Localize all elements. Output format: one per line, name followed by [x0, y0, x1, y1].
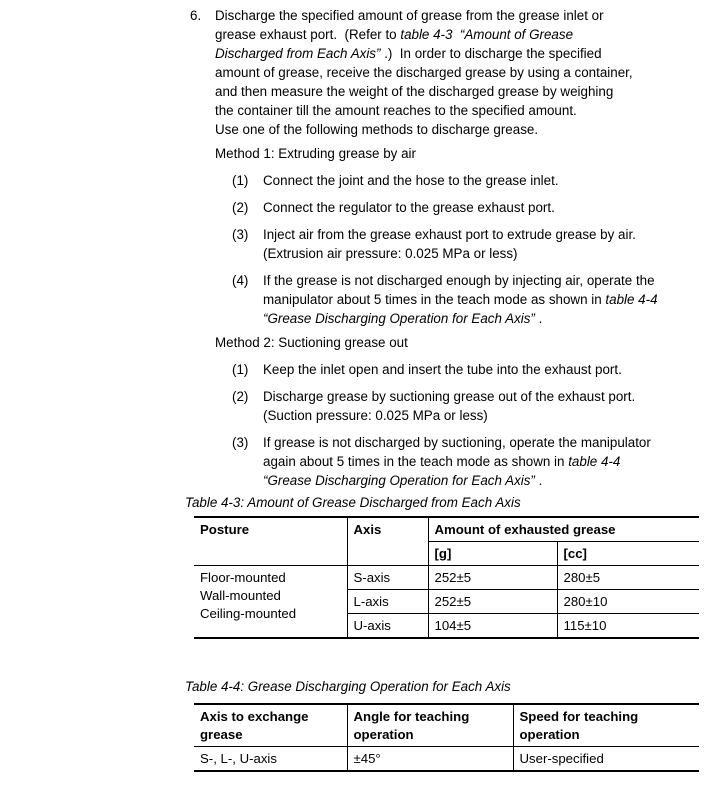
table-row	[194, 517, 699, 542]
text-line: Connect the regulator to the grease exhaust port.	[263, 200, 555, 215]
t43-cell-cc: 115±10	[557, 614, 699, 639]
t43-header-g: [g]	[428, 542, 557, 566]
t44-cell-axis: S-, L-, U-axis	[194, 747, 347, 772]
step-number: (4)	[232, 273, 249, 288]
t44-header-axis: Axis to exchange grease	[194, 704, 347, 747]
t43-cell-axis: L-axis	[347, 590, 428, 614]
step-text	[263, 171, 705, 190]
method2-step-1	[232, 360, 705, 379]
numbered-item-6	[190, 6, 727, 490]
table-4-4-caption: Table 4-4: Grease Discharging Operation for Each Axis	[185, 679, 511, 694]
t44-cell-speed: User-specified	[513, 747, 699, 772]
text-line: Discharge grease by suctioning grease out of the exhaust port.	[263, 389, 636, 404]
posture-line: Wall-mounted	[200, 588, 281, 603]
method1-step-3	[232, 225, 705, 263]
text-line: Discharge the specified amount of grease from the grease inlet or	[215, 8, 604, 23]
text-line: Keep the inlet open and insert the tube into the exhaust port.	[263, 362, 622, 377]
t43-cell-g: 252±5	[428, 590, 557, 614]
text-line: Inject air from the grease exhaust port to extrude grease by air.	[263, 227, 636, 242]
text-line: grease exhaust port. (Refer to table 4-3 “Amount of Grease	[215, 27, 574, 42]
t43-cell-cc: 280±5	[557, 566, 699, 590]
step-text	[263, 198, 705, 217]
text-line: (Suction pressure: 0.025 MPa or less)	[263, 408, 488, 423]
step-number: (2)	[232, 389, 249, 404]
intro-paragraph	[215, 6, 705, 139]
table-row	[194, 566, 699, 590]
t44-cell-angle: ±45°	[347, 747, 513, 772]
table-4-3-caption: Table 4-3: Amount of Grease Discharged from Each Axis	[185, 495, 521, 510]
t43-cell-axis: U-axis	[347, 614, 428, 639]
text-line: the container till the amount reaches to the specified amount.	[215, 103, 577, 118]
text-line: Use one of the following methods to discharge grease.	[215, 122, 539, 137]
text-line: If the grease is not discharged enough by injecting air, operate the	[263, 273, 655, 288]
text-line: Connect the joint and the hose to the grease inlet.	[263, 173, 559, 188]
text-line: If grease is not discharged by suctioning, operate the manipulator	[263, 435, 651, 450]
t43-cell-axis: S-axis	[347, 566, 428, 590]
step-text	[263, 271, 705, 328]
posture-line: Ceiling-mounted	[200, 606, 297, 621]
t43-header-amount: Amount of exhausted grease	[428, 517, 699, 542]
t43-header-cc: [cc]	[557, 542, 699, 566]
t43-posture-cell	[194, 566, 347, 639]
step-text	[263, 360, 705, 379]
table-row	[194, 704, 699, 747]
table-4-4	[194, 703, 699, 772]
t43-cell-cc: 280±10	[557, 590, 699, 614]
method1-step-1	[232, 171, 705, 190]
item-number: 6.	[190, 8, 202, 23]
step-text	[263, 433, 705, 490]
step-text	[263, 225, 705, 263]
text-line: amount of grease, receive the discharged grease by using a container,	[215, 65, 633, 80]
text-line: Discharged from Each Axis” .) In order to discharge the specified	[215, 46, 602, 61]
text-line: and then measure the weight of the discharged grease by weighing	[215, 84, 614, 99]
method-1-heading: Method 1: Extruding grease by air	[215, 146, 416, 161]
text-line: “Grease Discharging Operation for Each Axis” .	[263, 473, 543, 488]
method1-step-2	[232, 198, 705, 217]
text-line: “Grease Discharging Operation for Each Axis” .	[263, 311, 543, 326]
t43-header-axis: Axis	[347, 517, 428, 566]
item-body	[215, 6, 705, 490]
step-number: (3)	[232, 227, 249, 242]
table-4-3	[194, 516, 699, 639]
t43-cell-g: 104±5	[428, 614, 557, 639]
step-number: (3)	[232, 435, 249, 450]
step-text	[263, 387, 705, 425]
method1-step-4	[232, 271, 705, 328]
method-2-heading: Method 2: Suctioning grease out	[215, 335, 408, 350]
t43-cell-g: 252±5	[428, 566, 557, 590]
method2-step-2	[232, 387, 705, 425]
step-number: (1)	[232, 362, 249, 377]
posture-line: Floor-mounted	[200, 570, 286, 585]
text-line: manipulator about 5 times in the teach mode as shown in table 4-4	[263, 292, 658, 307]
method2-step-3	[232, 433, 705, 490]
text-line: (Extrusion air pressure: 0.025 MPa or less)	[263, 246, 518, 261]
step-number: (1)	[232, 173, 249, 188]
text-line: again about 5 times in the teach mode as shown in table 4-4	[263, 454, 621, 469]
step-number: (2)	[232, 200, 249, 215]
table-row	[194, 747, 699, 772]
t43-header-posture: Posture	[194, 517, 347, 566]
t44-header-speed: Speed for teaching operation	[513, 704, 699, 747]
t44-header-angle: Angle for teaching operation	[347, 704, 513, 747]
